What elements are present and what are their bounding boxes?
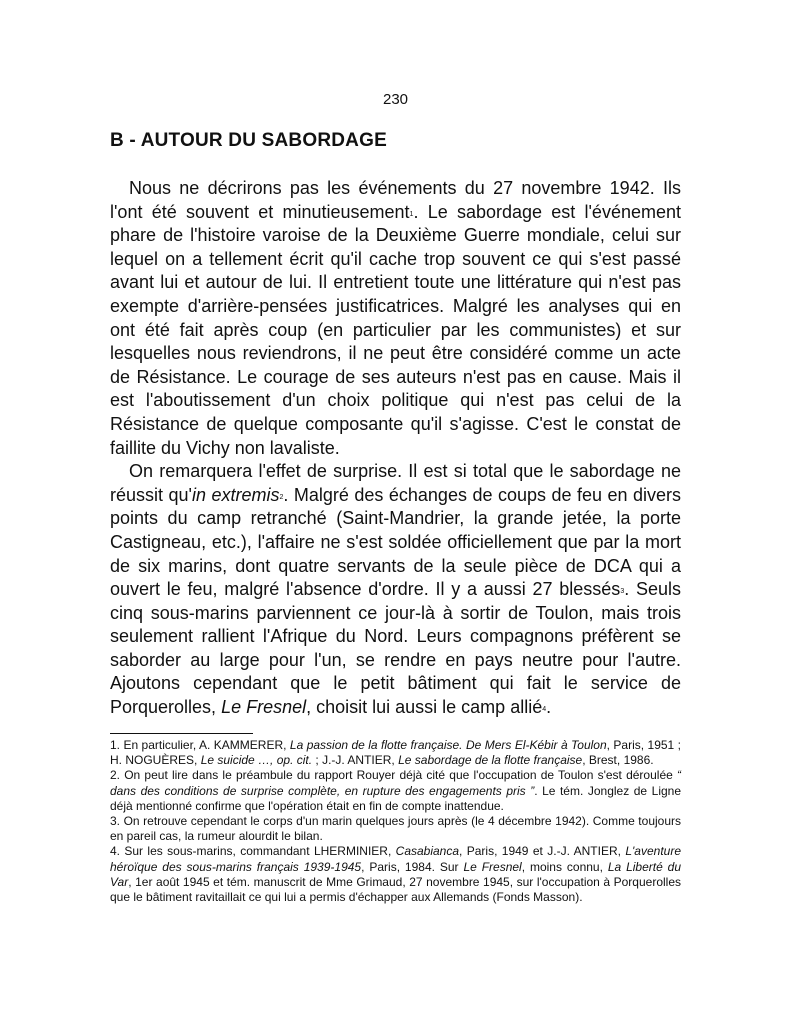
paragraph-2-text-c: . Seuls cinq sous-marins parviennent ce jour-là à sortir de Toulon, mais trois seulement rallient l'Afrique du Nord. Leurs compagnons préfèrent se saborder au large pour l'un, se rendre en pays neutre pour l'autre. Ajoutons cependant que le petit bâtiment qui fait le service de Porquerolles,: [110, 579, 681, 718]
footnote-1-text-a: 1. En particulier, A. KAMMERER,: [110, 738, 290, 752]
footnote-2-text-b: . Le tém. Jonglez de Ligne déjà mentionné confirme que l'opération était en fin de compte inattendue.: [110, 783, 682, 813]
footnote-1-italic-3: Le sabordage de la flotte française: [398, 753, 583, 768]
paragraph-1: [110, 177, 681, 460]
paragraph-2-text-e: .: [546, 697, 552, 718]
paragraph-2-text-a: On remarquera l'effet de surprise. Il est si total que le sabordage ne réussit qu': [110, 461, 681, 505]
footnote-ref-1: 1: [409, 210, 414, 218]
footnote-ref-2: 2: [279, 493, 284, 501]
page-number: 230: [382, 91, 409, 108]
paragraph-2-italic-in-extremis: in extremis: [191, 484, 280, 505]
body-text: [110, 177, 681, 720]
footnote-3: [110, 814, 681, 844]
paragraph-2-italic-le-fresnel: Le Fresnel: [221, 697, 307, 718]
section-heading: B - AUTOUR DU SABORDAGE: [110, 130, 387, 151]
footnotes: [110, 738, 681, 905]
footnote-1-text-c: ; J.-J. ANTIER,: [312, 753, 399, 768]
footnote-ref-3: 3: [620, 588, 625, 596]
footnote-1: [110, 738, 681, 768]
footnote-2-italic-1: “ dans des conditions de surprise complète, en rupture des engagements pris ”: [110, 768, 681, 798]
footnote-4-text-c: , Paris, 1984. Sur: [361, 859, 464, 874]
footnote-4: [110, 844, 681, 905]
footnote-1-text-d: , Brest, 1986.: [582, 753, 654, 768]
paragraph-1-text-a: Nous ne décrirons pas les événements du 27 novembre 1942. Ils l'ont été souvent et minutieusement: [110, 178, 681, 222]
footnote-2-text-a: 2. On peut lire dans le préambule du rapport Rouyer déjà cité que l'occupation de Toulon s'est déroulée: [110, 768, 677, 783]
footnote-4-italic-4: La Liberté du Var: [110, 859, 682, 889]
footnote-4-italic-1: Casabianca: [395, 844, 460, 859]
paragraph-1-text-b: . Le sabordage est l'événement phare de l'histoire varoise de la Deuxième Guerre mondiale, celui sur lequel on a tellement écrit qu'il cache trop souvent ce qui s'est passé avant lui et autour de lui. Il entretient toute une littérature qui n'est pas exempte d'arrière-pensées justificatrices. Malgré les analyses qui en ont été fait après coup (en particulier par les communistes) et sur lesquelles nous reviendrons, il ne peut être considéré comme un acte de Résistance. Le courage de ses auteurs n'est pas en cause. Mais il est l'aboutissement d'un choix politique qui n'est pas celui de la Résistance de quelque composante qu'il s'agisse. C'est le constat de faillite du Vichy non lavaliste.: [110, 201, 681, 458]
footnote-1-italic-2: Le suicide …, op. cit.: [200, 753, 313, 768]
footnote-4-text-d: , moins connu,: [521, 859, 608, 874]
paragraph-2-text-d: , choisit lui aussi le camp allié: [306, 697, 543, 718]
footnote-separator: [110, 733, 253, 734]
footnote-1-italic-1: La passion de la flotte française. De Mers El-Kébir à Toulon: [289, 738, 607, 752]
footnote-2: [110, 768, 681, 814]
footnote-4-text-b: , Paris, 1949 et J.-J. ANTIER,: [459, 844, 626, 859]
footnote-4-italic-2: L'aventure héroïque des sous-marins français 1939-1945: [110, 844, 681, 874]
footnote-4-text-a: 4. Sur les sous-marins, commandant LHERMINIER,: [110, 844, 396, 859]
paragraph-2: [110, 460, 681, 720]
footnote-1-text-b: , Paris, 1951 ; H. NOGUÈRES,: [110, 738, 681, 768]
footnote-4-italic-3: Le Fresnel: [463, 859, 522, 874]
footnote-ref-4: 4: [542, 706, 547, 714]
footnote-4-text-e: , 1er août 1945 et tém. manuscrit de Mme Grimaud, 27 novembre 1945, sur l'occupation à Porquerolles que le bâtiment ravitaillait ce qui lui a permis d'échapper aux Allemands (Fonds Masson).: [110, 874, 681, 905]
footnote-3-text-a: 3. On retrouve cependant le corps d'un marin quelques jours après (le 4 décembre 1942). Comme toujours en pareil cas, la rumeur alourdit le bilan.: [110, 814, 681, 844]
paragraph-2-text-b: . Malgré des échanges de coups de feu en divers points du camp retranché (Saint-Mandrier, la grande jetée, la porte Castigneau, etc.), l'affaire ne s'est soldée officiellement que par la mort de six marins, dont quatre servants de la seule pièce de DCA qui a ouvert le feu, malgré l'absence d'ordre. Il y a aussi 27 blessés: [110, 484, 681, 600]
